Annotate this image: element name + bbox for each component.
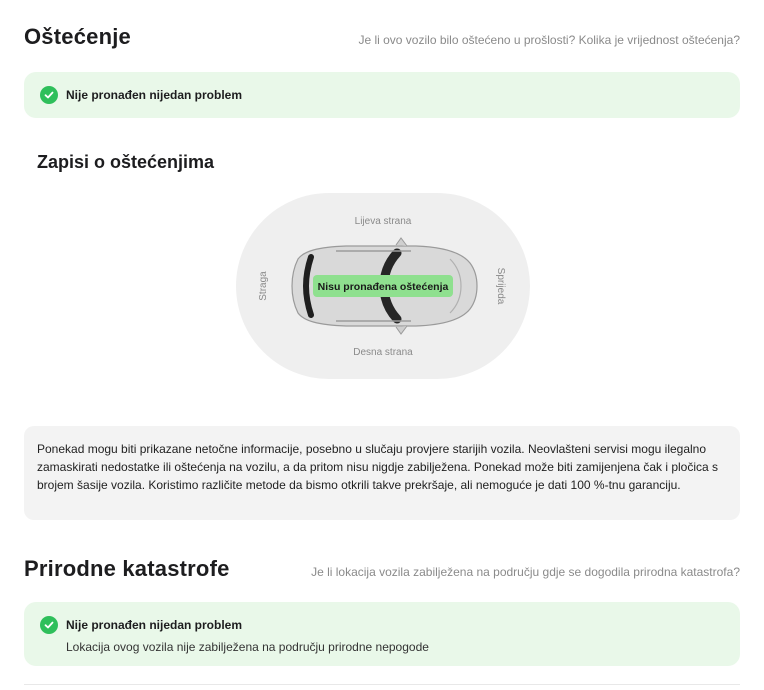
left-side-label: Lijeva strana xyxy=(354,216,412,227)
no-damage-badge-label: Nisu pronađena oštećenja xyxy=(317,281,449,293)
rear-label: Straga xyxy=(258,271,269,301)
damage-records-title: Zapisi o oštećenjima xyxy=(37,152,215,172)
disaster-section-question: Je li lokacija vozila zabilježena na području gdje se dogodila prirodna katastrofa? xyxy=(311,565,740,579)
damage-status-box xyxy=(24,72,740,118)
disaster-section-header xyxy=(24,556,740,582)
damage-status-text: Nije pronađen nijedan problem xyxy=(66,88,243,102)
disaster-status-text: Nije pronađen nijedan problem xyxy=(66,618,243,632)
section-divider xyxy=(24,684,740,685)
car-damage-diagram xyxy=(236,193,530,379)
disaster-status-box xyxy=(24,602,740,666)
check-circle-icon xyxy=(40,616,58,634)
damage-section-header xyxy=(24,24,740,50)
damage-section-question: Je li ovo vozilo bilo oštećeno u prošlosti? Kolika je vrijednost oštećenja? xyxy=(358,33,740,47)
damage-section-title: Oštećenje xyxy=(24,24,131,49)
disclaimer-text: Ponekad mogu biti prikazane netočne informacije, posebno u slučaju provjere starijih vozila. Neovlašteni servisi mogu ilegalno zamaskirati nedostatke ili oštećenja na vozilu, a da pritom nisu nigdje zabilježena. Ponekad može biti zamijenjena čak i pločica s brojem šasije vozila. Koristimo različite metode da bismo otkrili takve prekršaje, ali nemoguće je dati 100 %-tnu garanciju. xyxy=(37,442,719,492)
disaster-status-detail: Lokacija ovog vozila nije zabilježena na području prirodne nepogode xyxy=(66,640,429,654)
disclaimer-notice xyxy=(24,426,740,520)
disaster-section-title: Prirodne katastrofe xyxy=(24,556,230,581)
right-side-label: Desna strana xyxy=(353,347,413,358)
check-circle-icon xyxy=(40,86,58,104)
front-label: Sprijeda xyxy=(495,267,506,305)
